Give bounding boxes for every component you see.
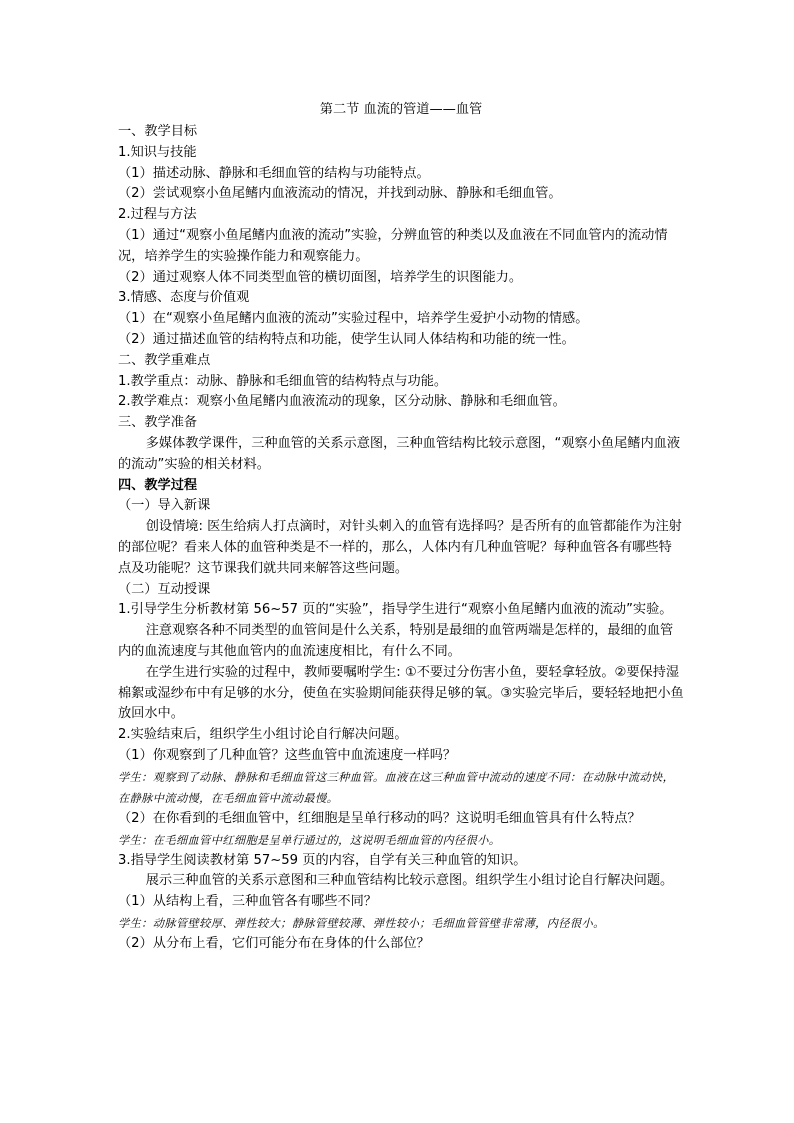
paragraph: 3.情感、态度与价值观 [118, 290, 250, 306]
paragraph: （1）在“观察小鱼尾鳍内血液的流动”实验过程中，培养学生爱护小动物的情感。 [118, 311, 589, 327]
paragraph: 四、教学过程 [118, 477, 198, 493]
paragraph: （一）导入新课 [118, 498, 211, 514]
paragraph: （2）通过描述血管的结构特点和功能，使学生认同人体结构和功能的统一性。 [118, 331, 575, 347]
paragraph: 2.实验结束后，组织学生小组讨论自行解决问题。 [118, 727, 408, 743]
student-answer: 学生：观察到了动脉、静脉和毛细血管这三种血管。血液在这三种血管中流动的速度不同：在动脉中流动快，在静脉中流动慢，在毛细血管中流动最慢。 [118, 770, 675, 805]
document-body [118, 122, 684, 955]
paragraph: （1）描述动脉、静脉和毛细血管的结构与功能特点。 [118, 165, 430, 181]
student-answer: 学生：在毛细血管中红细胞是呈单行通过的，这说明毛细血管的内径很小。 [118, 833, 501, 847]
paragraph: （2）从分布上看，它们可能分布在身体的什么部位？ [118, 935, 430, 951]
paragraph: （二）互动授课 [118, 581, 211, 597]
student-answer: 学生：动脉管壁较厚、弹性较大；静脉管壁较薄、弹性较小；毛细血管管壁非常薄，内径很小。 [118, 916, 605, 930]
paragraph: 二、教学重难点 [118, 352, 211, 368]
paragraph: 三、教学准备 [118, 415, 198, 431]
paragraph: （2）在你看到的毛细血管中，红细胞是呈单行移动的吗？这说明毛细血管具有什么特点？ [118, 810, 641, 826]
paragraph: 3.指导学生阅读教材第 57~59 页的内容，自学有关三种血管的知识。 [118, 852, 527, 868]
paragraph: （1）通过“观察小鱼尾鳍内血液的流动”实验，分辨血管的种类以及血液在不同血管内的流动情况，培养学生的实验操作能力和观察能力。 [118, 227, 668, 264]
paragraph: 在学生进行实验的过程中，教师要嘱咐学生: ①不要过分伤害小鱼，要轻拿轻放。②要保持湿棉絮或湿纱布中有足够的水分，使鱼在实验期间能获得足够的氧。③实验完毕后，要轻轻地把小鱼放回水中。 [118, 664, 684, 722]
document-title: 第二节 血流的管道——血管 [319, 102, 483, 117]
paragraph: （2）通过观察人体不同类型血管的横切面图，培养学生的识图能力。 [118, 269, 523, 285]
paragraph: 展示三种血管的关系示意图和三种血管结构比较示意图。组织学生小组讨论自行解决问题。 [145, 873, 674, 889]
paragraph: 1.引导学生分析教材第 56~57 页的“实验”，指导学生进行“观察小鱼尾鳍内血液的流动”实验。 [118, 602, 673, 618]
paragraph: 1.知识与技能 [118, 144, 197, 160]
paragraph: 1.教学重点：动脉、静脉和毛细血管的结构特点与功能。 [118, 373, 448, 389]
paragraph: 2.过程与方法 [118, 207, 197, 223]
paragraph: （1）从结构上看，三种血管各有哪些不同？ [118, 894, 377, 910]
paragraph: 多媒体教学课件，三种血管的关系示意图，三种血管结构比较示意图，“观察小鱼尾鳍内血液的流动”实验的相关材料。 [118, 435, 681, 472]
paragraph: 一、教学目标 [118, 124, 198, 139]
paragraph: （1）你观察到了几种血管？这些血管中血流速度一样吗？ [118, 747, 457, 763]
paragraph: （2）尝试观察小鱼尾鳍内血液流动的情况，并找到动脉、静脉和毛细血管。 [118, 186, 562, 202]
paragraph: 2.教学难点：观察小鱼尾鳍内血液流动的现象，区分动脉、静脉和毛细血管。 [118, 394, 566, 410]
paragraph: 创设情境: 医生给病人打点滴时，对针头刺入的血管有选择吗？是否所有的血管都能作为注射的部位呢？看来人体的血管种类是不一样的，那么，人体内有几种血管呢？每种血管各有哪些特点及功能呢？这节课我们就共同来解答这些问题。 [118, 519, 682, 576]
paragraph: 注意观察各种不同类型的血管间是什么关系，特别是最细的血管两端是怎样的，最细的血管内的血流速度与其他血管内的血流速度相比，有什么不同。 [118, 623, 674, 659]
